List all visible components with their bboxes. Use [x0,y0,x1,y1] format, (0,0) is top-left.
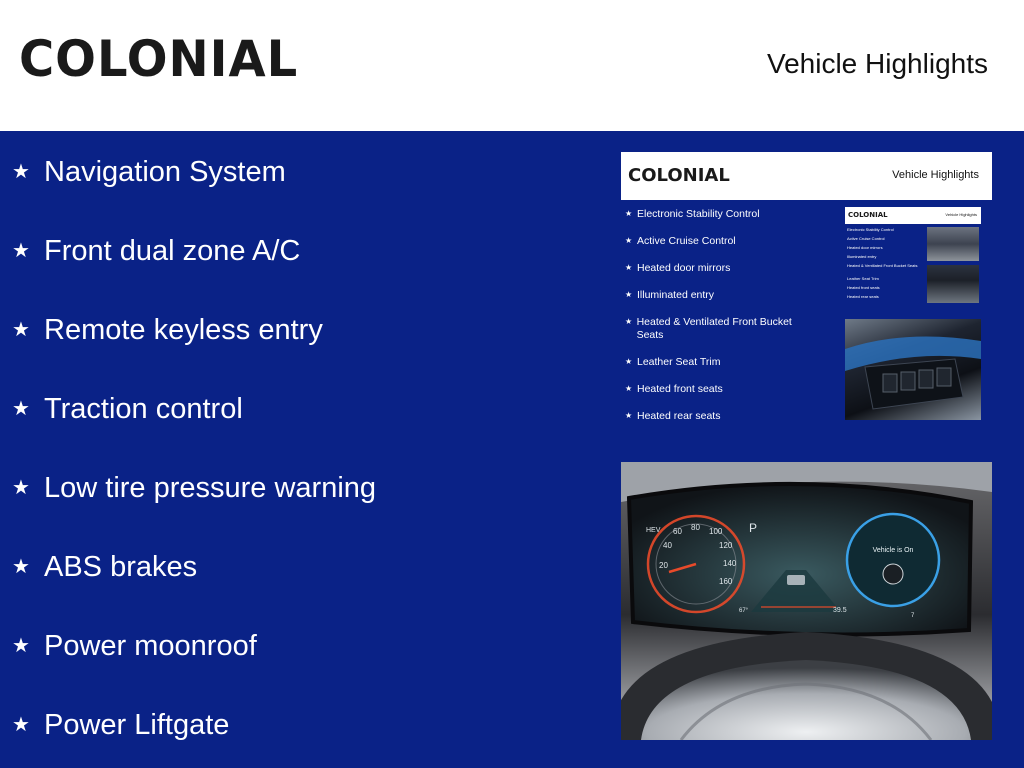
speed-tick: 100 [709,527,723,536]
star-icon: ★ [12,714,30,736]
feature-label: Traction control [44,392,243,425]
nested-list-item: Heated door mirrors [847,245,883,250]
slide-thumbnail-image [621,152,992,427]
speed-tick: 80 [691,523,700,532]
page-title: Vehicle Highlights [766,48,988,79]
star-icon: ★ [12,398,30,420]
speed-tick: 160 [719,577,733,586]
feature-item-moonroof [10,626,257,666]
star-icon: ★ [625,411,633,420]
vehicle-status-text: Vehicle is On [872,547,914,554]
feature-label: ABS brakes [44,550,198,583]
nested-list-item: Heated rear seats [847,294,879,299]
mode-label: HEV [646,527,661,534]
star-icon: ★ [625,290,633,299]
thumbnail-list-item: ★ Electronic Stability Control [625,208,760,220]
speed-tick: 20 [659,561,668,570]
colonial-logo: COLONIAL [19,30,299,88]
feature-item-navigation [10,152,286,192]
star-icon: ★ [12,556,30,578]
thumbnail-list-item: ★ Active Cruise Control [625,235,736,247]
thumbnail-list-item: ★ Illuminated entry [625,289,715,301]
nested-thumbnail-header [845,207,981,224]
nested-list-item: Heated & Ventilated Front Bucket Seats [847,263,918,268]
thumbnail-title: Vehicle Highlights [892,169,979,181]
feature-label: Power Liftgate [44,708,230,741]
nested-list-item: Illuminated entry [847,254,877,259]
thumbnail-list-item: ★ Leather Seat Trim [625,356,721,368]
star-icon: ★ [12,635,30,657]
nested-list-item: Electronic Stability Control [847,227,894,232]
nested-list-item: Heated front seats [847,285,880,290]
feature-item-abs-brakes [10,547,197,587]
thumbnail-list-item: ★ Heated door mirrors [625,262,731,274]
star-icon: ★ [12,240,30,262]
odometer-readout: 39.5 [833,607,847,614]
speed-tick: 120 [719,541,733,550]
range-readout: 7 [911,613,915,619]
nested-navigation-photo [927,227,979,261]
star-icon: ★ [12,319,30,341]
feature-item-dual-zone-ac [10,231,300,271]
thumbnail-list-item: ★ Heated front seats [625,383,723,395]
instrument-cluster-photo [621,462,992,740]
nested-list-item: Active Cruise Control [847,236,885,241]
header-bar [0,0,1024,131]
nested-list-item: Leather Seat Trim [847,276,879,281]
thumbnail-list-item: ★ Heated & Ventilated Front Bucket Seats [625,316,792,341]
door-panel-photo [845,319,981,420]
feature-label: Remote keyless entry [44,313,323,346]
feature-label: Front dual zone A/C [44,234,301,267]
temperature-readout: 67° [739,608,749,614]
star-icon: ★ [625,236,633,245]
feature-label: Navigation System [44,155,286,188]
star-icon: ★ [625,209,633,218]
nested-interior-photo [927,265,979,303]
nested-thumbnail-title: Vehicle Highlights [945,212,977,217]
thumbnail-logo: COLONIAL [628,165,730,186]
feature-item-keyless-entry [10,310,323,350]
star-icon: ★ [12,161,30,183]
door-panel-illustration [845,319,981,420]
feature-item-tire-pressure [10,468,376,508]
star-icon: ★ [12,477,30,499]
nested-thumbnail-logo: COLONIAL [848,211,888,219]
star-icon: ★ [625,357,633,366]
feature-label: Low tire pressure warning [44,471,377,504]
feature-label: Power moonroof [44,629,257,662]
speed-tick: 40 [663,541,672,550]
feature-item-traction-control [10,389,243,429]
thumbnail-header [621,152,992,200]
instrument-cluster-illustration [621,462,992,740]
feature-item-liftgate [10,705,229,745]
speed-tick: 60 [673,527,682,536]
gear-indicator: P [749,521,758,535]
star-icon: ★ [625,317,633,326]
content-area [0,131,1024,768]
star-icon: ★ [625,384,633,393]
thumbnail-list-item: ★ Heated rear seats [625,410,721,422]
star-icon: ★ [625,263,633,272]
nested-thumbnail-image [845,207,981,307]
speed-tick: 140 [723,559,737,568]
